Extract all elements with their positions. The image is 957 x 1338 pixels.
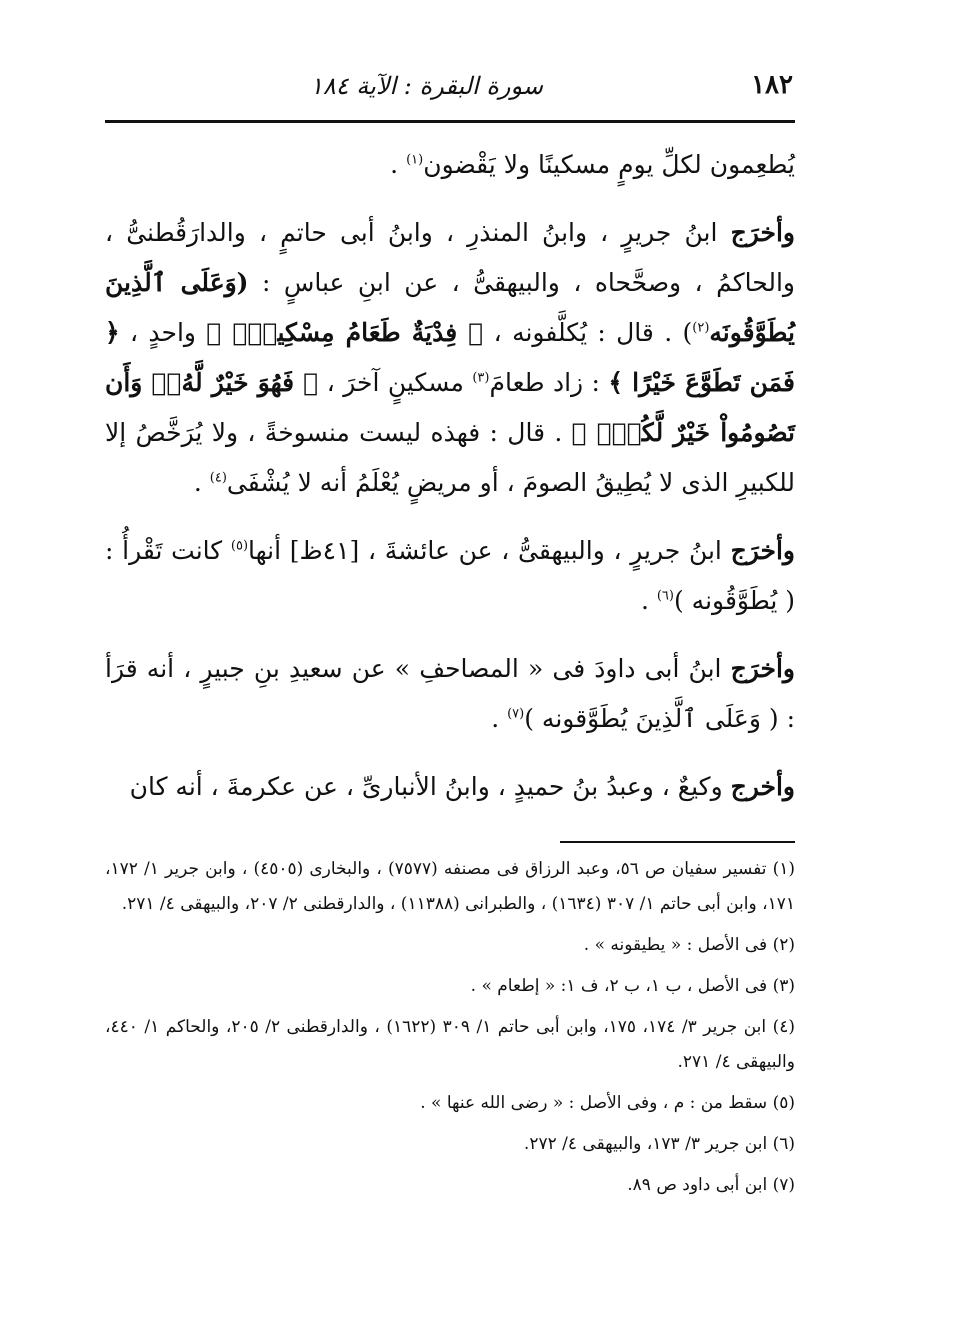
footnote-5: (٥) سقط من : م ، وفى الأصل : « رضى الله عنها » . — [420, 1093, 795, 1113]
text: . — [491, 704, 508, 733]
text: ابنُ جريرٍ ، والبيهقىُّ ، عن عائشةَ ، [٤١ظ] أنها — [248, 536, 731, 565]
footnote-7: (٧) ابن أبى داود ص ٨٩. — [627, 1175, 795, 1195]
text: واحدٍ ، — [119, 318, 207, 347]
paragraph-3 — [105, 526, 795, 626]
text: ابنُ جريرٍ ، وابنُ المنذرِ ، وابنُ أبى حاتمٍ ، والدارَقُطنىُّ ، والحاكمُ ، وصحَّحاه ، والبيهقىُّ ، عن ابنِ عباسٍ : — [105, 218, 796, 297]
paragraph-4 — [105, 644, 795, 744]
page-header — [105, 70, 793, 114]
lead-word: وأخرج — [730, 772, 795, 801]
footnote-6: (٦) ابن جرير ٣/ ١٧٣، والبيهقى ٤/ ٢٧٢. — [523, 1134, 795, 1154]
text: ) . قال : يُكلَّفونه ، — [483, 318, 693, 347]
header-rule — [105, 120, 795, 123]
text: . — [390, 150, 407, 179]
footnote-1: (١) تفسير سفيان ص ٥٦، وعبد الرزاق فى مصنفه (٧٥٧٧) ، والبخارى (٤٥٠٥) ، وابن جرير ١/ ١٧٢، ١٧١، وابن أبى حاتم ١/ ٣٠٧ (١٦٣٤) ، والطبرانى (١١٣٨٨) ، والدارقطنى ٢/ ٢٠٧، والبيهقى ٤/ ٢٧١. — [105, 859, 795, 914]
lead-word: وأخرَج — [730, 654, 795, 683]
quran-quote: ﴿ فَمَن تَطَوَّعَ خَيْرًا ﴾ — [105, 318, 796, 397]
footnote-4: (٤) ابن جرير ٣/ ١٧٤، ١٧٥، وابن أبى حاتم ١/ ٣٠٩ (١٦٢٢) ، والدارقطنى ٢/ ٢٠٥، والحاكم ١/ ٤٤٠، والبيهقى ٤/ ٢٧١. — [105, 1017, 795, 1072]
footnote-ref: (٢) — [692, 320, 710, 336]
footnote-ref: (٧) — [507, 706, 525, 722]
footnote-2: (٢) فى الأصل : « يطيقونه » . — [583, 935, 795, 955]
running-title: سورة البقرة : الآية ١٨٤ — [309, 72, 543, 100]
paragraph-2 — [105, 208, 795, 508]
text: كانت تَقْرأُ : ( يُطَوَّقُونه ) — [105, 536, 795, 615]
text: يُطعِمون لكلِّ يومٍ مسكينًا ولا يَقْضون — [423, 150, 795, 179]
footnote-ref: (١) — [406, 152, 424, 168]
lead-word: وأخرَج — [730, 536, 795, 565]
paragraph-5 — [105, 762, 795, 812]
lead-word: وأخرَج — [730, 218, 795, 247]
footnote-ref: (٦) — [656, 588, 674, 604]
quran-quote: (وَعَلَى ٱلَّذِينَ يُطَوَّقُونَه — [105, 268, 796, 347]
footnote-ref: (٣) — [472, 370, 490, 386]
text: : زاد طعامَ — [489, 368, 609, 397]
text: . — [640, 586, 657, 615]
text: ابنُ أبى داودَ فى « المصاحفِ » عن سعيدِ بنِ جبيرٍ ، أنه قرَأ : ( وَعَلَى ٱلَّذِينَ يُطَوَّقونه ) — [105, 654, 795, 733]
footnote-ref: (٤) — [209, 470, 227, 486]
footnote-ref: (٥) — [230, 538, 249, 554]
paragraph-1 — [105, 140, 795, 190]
text: . — [193, 468, 210, 497]
footnote-3: (٣) فى الأصل ، ب ١، ب ٢، ف ١: « إطعام » . — [470, 976, 795, 996]
footnotes — [105, 852, 795, 1209]
text: . قال : فهذه ليست منسوخةً ، ولا يُرَخَّصُ إلا للكبيرِ الذى لا يُطِيقُ الصومَ ، أو مريضٍ يُعْلَمُ أنه لا يُشْفَى — [105, 418, 795, 497]
text: وكيعٌ ، وعبدُ بنُ حميدٍ ، وابنُ الأنبارىِّ ، عن عكرمةَ ، أنه كان — [129, 772, 731, 801]
quran-quote: ﴿ فِدْيَةٌ طَعَامُ مِسْكِينٍۖ ﴾ — [206, 318, 484, 347]
main-text — [105, 140, 795, 830]
quran-quote: ﴿ فَهُوَ خَيْرٌ لَّهُۥۚ وَأَن تَصُومُواْ خَيْرٌ لَّكُمْۖ ﴾ — [105, 368, 795, 447]
page-number: ١٨٢ — [751, 70, 793, 100]
footnote-rule — [560, 841, 795, 843]
text: مسكينٍ آخرَ ، — [318, 368, 473, 397]
